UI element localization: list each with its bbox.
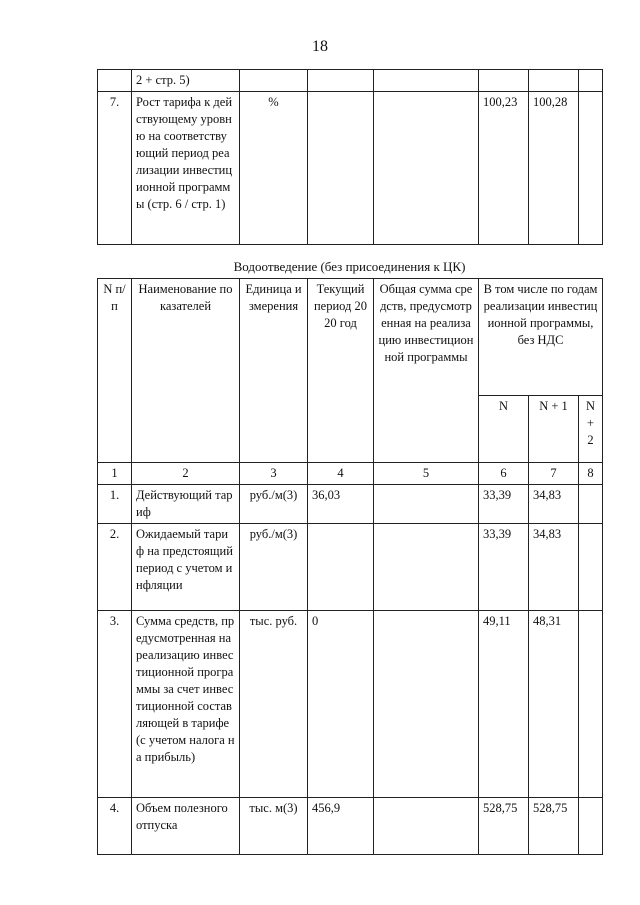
top-table-cell [529, 70, 579, 92]
main-table-row [98, 524, 603, 611]
main-table-cell: 1. [98, 485, 132, 524]
main-table-cell: тыс. руб. [240, 611, 308, 798]
main-table-cell [374, 485, 479, 524]
main-table-cell [374, 611, 479, 798]
top-table-cell: 2 + стр. 5) [132, 70, 240, 92]
main-table-cell [579, 798, 603, 855]
main-table-cell: 33,39 [479, 485, 529, 524]
column-number-cell: 6 [479, 463, 529, 485]
main-table-cell: 528,75 [479, 798, 529, 855]
main-table-cell [374, 524, 479, 611]
column-number-cell: 1 [98, 463, 132, 485]
top-table-cell [308, 92, 374, 245]
top-table-cell: 7. [98, 92, 132, 245]
main-table-cell: руб./м(3) [240, 485, 308, 524]
main-table-cell [374, 798, 479, 855]
column-number-row [98, 463, 603, 485]
header-unit: Единица измерения [240, 279, 308, 463]
top-table-cell [308, 70, 374, 92]
header-year-n1: N + 1 [529, 396, 579, 463]
top-table-cell: Рост тарифа к действующему уровню на соответствующий период реализации инвестиционной программы (стр. 6 / стр. 1) [132, 92, 240, 245]
top-table-cell [579, 70, 603, 92]
top-table-row [98, 92, 603, 245]
main-table-cell: 528,75 [529, 798, 579, 855]
column-number-cell: 7 [529, 463, 579, 485]
main-table-cell: 49,11 [479, 611, 529, 798]
main-table-cell: Сумма средств, предусмотренная на реализацию инвестиционной программы за счет инвестиционной составляющей в тарифе (с учетом налога на прибыль) [132, 611, 240, 798]
tariff-growth-table [97, 69, 603, 245]
header-name: Наименование показателей [132, 279, 240, 463]
main-table-cell: 36,03 [308, 485, 374, 524]
top-table-cell [240, 70, 308, 92]
main-table-cell [579, 485, 603, 524]
top-table-cell [98, 70, 132, 92]
header-number: N п/п [98, 279, 132, 463]
main-table-cell: тыс. м(3) [240, 798, 308, 855]
header-row [98, 279, 603, 396]
main-table-cell: 34,83 [529, 524, 579, 611]
top-table-cell [579, 92, 603, 245]
main-table-row [98, 798, 603, 855]
main-table-cell [579, 524, 603, 611]
top-table-cell [374, 92, 479, 245]
column-number-cell: 5 [374, 463, 479, 485]
column-number-cell: 4 [308, 463, 374, 485]
main-table-cell: 3. [98, 611, 132, 798]
main-table-cell: 34,83 [529, 485, 579, 524]
top-table-cell: 100,28 [529, 92, 579, 245]
top-table-cell [479, 70, 529, 92]
main-table-cell [308, 524, 374, 611]
column-number-cell: 3 [240, 463, 308, 485]
main-table-cell [579, 611, 603, 798]
column-number-cell: 8 [579, 463, 603, 485]
main-table-row [98, 485, 603, 524]
header-year-n: N [479, 396, 529, 463]
header-year-n2: N + 2 [579, 396, 603, 463]
main-table-cell: 2. [98, 524, 132, 611]
top-table-cell: 100,23 [479, 92, 529, 245]
page-number: 18 [312, 38, 328, 55]
top-table-cell [374, 70, 479, 92]
main-table-cell: Действующий тариф [132, 485, 240, 524]
column-number-cell: 2 [132, 463, 240, 485]
top-table-row [98, 70, 603, 92]
header-total-sum: Общая сумма средств, предусмотренная на реализацию инвестиционной программы [374, 279, 479, 463]
main-table-row [98, 611, 603, 798]
main-table-cell: 4. [98, 798, 132, 855]
main-table-cell: 0 [308, 611, 374, 798]
main-table-cell: 33,39 [479, 524, 529, 611]
header-current-period: Текущий период 2020 год [308, 279, 374, 463]
top-table-cell: % [240, 92, 308, 245]
wastewater-table [97, 278, 603, 855]
main-table-cell: руб./м(3) [240, 524, 308, 611]
header-years-group: В том числе по годам реализации инвестиционной программы, без НДС [479, 279, 603, 396]
table-caption: Водоотведение (без присоединения к ЦК) [233, 259, 466, 274]
main-table-cell: Ожидаемый тариф на предстоящий период с учетом инфляции [132, 524, 240, 611]
main-table-cell: 456,9 [308, 798, 374, 855]
main-table-cell: Объем полезного отпуска [132, 798, 240, 855]
main-table-cell: 48,31 [529, 611, 579, 798]
